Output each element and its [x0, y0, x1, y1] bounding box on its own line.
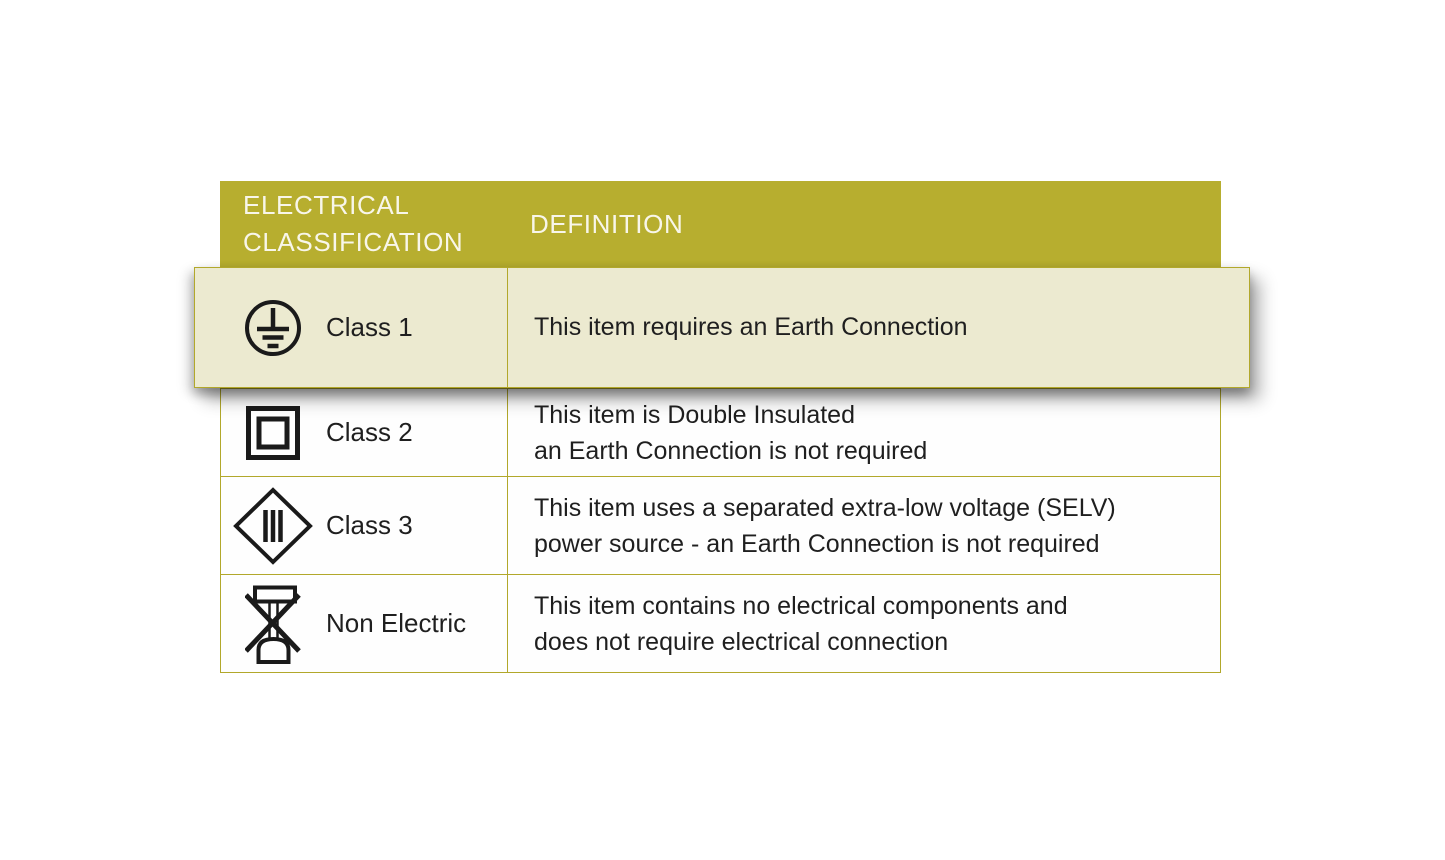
class-label: Class 1 — [326, 312, 413, 342]
definition-line: This item requires an Earth Connection — [534, 313, 968, 341]
earth-ground-icon — [233, 299, 313, 357]
definition-cell — [508, 477, 1220, 574]
definition-line: an Earth Connection is not required — [534, 436, 928, 465]
definition-cell — [508, 389, 1220, 476]
definition-cell — [508, 575, 1220, 672]
definition-line: power source - an Earth Connection is not required — [534, 529, 1100, 558]
class-label: Class 3 — [326, 510, 413, 540]
classification-cell — [221, 477, 508, 574]
definition-cell — [508, 268, 1249, 387]
classification-cell — [221, 575, 508, 672]
no-electrical-parts-icon — [233, 584, 313, 664]
table-row-class-1-highlighted[interactable] — [194, 267, 1250, 388]
table-header — [220, 181, 1221, 267]
classification-cell — [195, 268, 508, 387]
table-row-class-2[interactable] — [221, 388, 1220, 476]
class-label: Class 2 — [326, 417, 413, 447]
definition-line: This item contains no electrical components and — [534, 591, 1068, 620]
header-electrical-classification: ELECTRICAL CLASSIFICATION — [243, 190, 464, 257]
class-label: Non Electric — [326, 608, 467, 638]
header-definition: DEFINITION — [530, 208, 684, 239]
classification-cell — [221, 389, 508, 476]
table-row-non-electric[interactable] — [221, 574, 1220, 672]
definition-line: does not require electrical connection — [534, 627, 949, 656]
double-insulation-icon — [233, 406, 313, 460]
class3-selv-diamond-icon — [233, 487, 313, 565]
table-row-class-3[interactable] — [221, 476, 1220, 574]
definition-line: This item uses a separated extra-low voltage (SELV) — [534, 493, 1116, 522]
electrical-classification-table — [220, 181, 1221, 673]
definition-line: This item is Double Insulated — [534, 400, 855, 429]
